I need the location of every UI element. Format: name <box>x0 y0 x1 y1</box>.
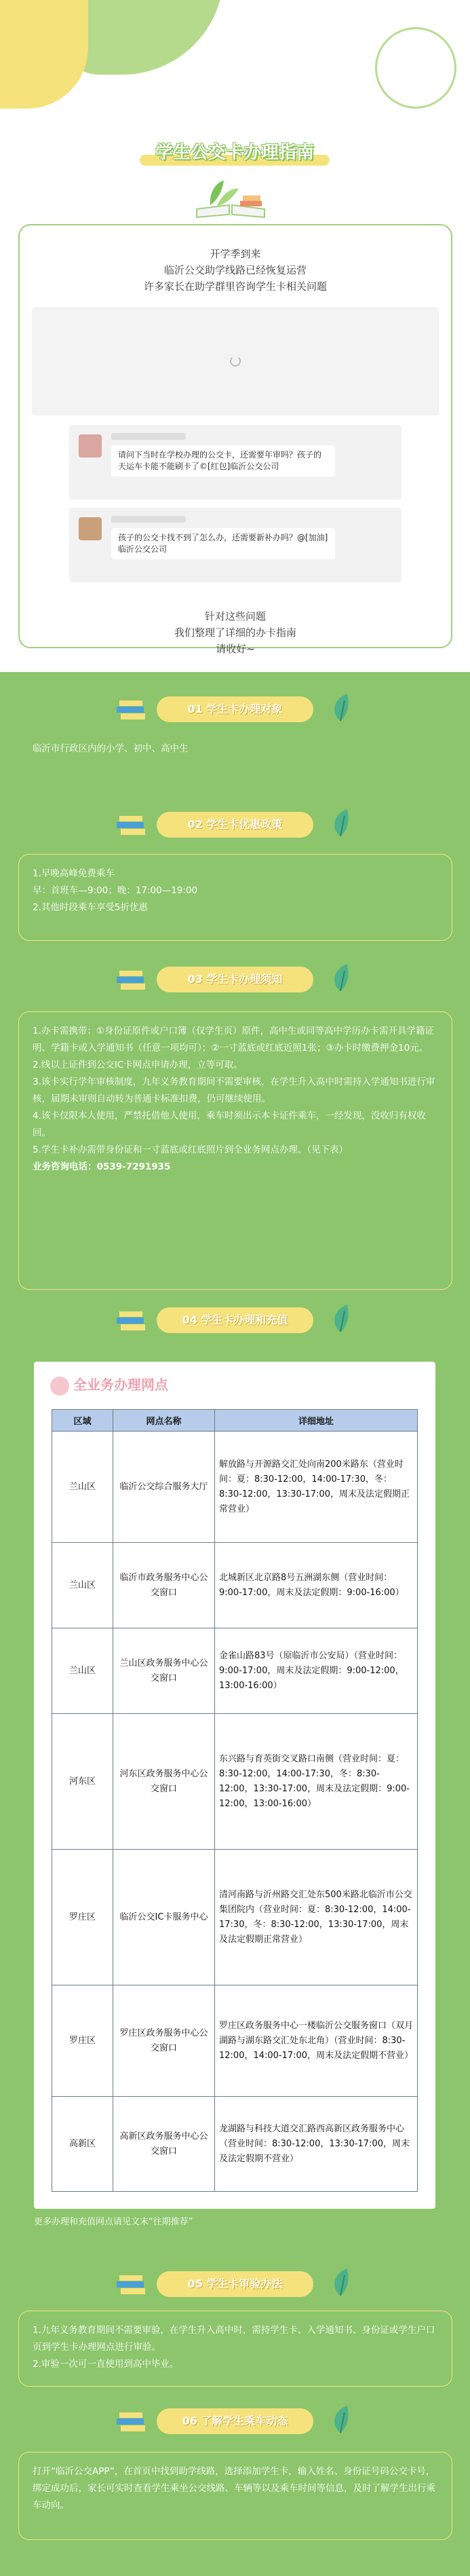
address-cell: 清河南路与沂州路交汇处东500米路北临沂市公交集团院内（营业时间：夏：8:30-12:00，14:00-17:30，冬：8:30-12:00，13:30-17:00，周末及法定假期正常营业） <box>215 1850 418 1985</box>
section-body <box>18 2311 452 2387</box>
intro-line: 许多家长在助学群里咨询学生卡相关问题 <box>143 280 327 293</box>
address-cell: 金雀山路83号（原临沂市公安局）（营业时间：9:00-17:00，周末及法定假期：9:00-12:00，13:00-16:00） <box>215 1628 418 1714</box>
body-text: 1.早晚高峰免费乘车 <box>33 868 115 879</box>
column-header: 详细地址 <box>215 1410 418 1432</box>
table-title <box>50 1374 168 1396</box>
chat-message: 孩子的公交卡找不到了怎么办，还需要新补办吗？@[加油]临沂公交公司 <box>111 528 335 559</box>
section-body <box>18 854 452 941</box>
body-text: 4.该卡仅限本人使用，严禁托借他人使用，乘车时须出示本卡证件乘车，一经发现，没收归有权收回。 <box>33 1110 426 1138</box>
district-cell: 罗庄区 <box>52 1985 113 2097</box>
body-text: 2.其他时段乘车享受5折优惠 <box>33 902 148 913</box>
table-row <box>52 1850 418 1985</box>
point-name-cell: 临沂公交综合服务大厅 <box>113 1432 215 1543</box>
books-stack-icon <box>117 1309 148 1332</box>
leaf-icon <box>327 963 354 992</box>
avatar <box>79 434 102 458</box>
video-player[interactable] <box>32 307 439 415</box>
point-name-cell: 临沂市政务服务中心公交窗口 <box>113 1543 215 1628</box>
table-row <box>52 1543 418 1628</box>
blurred-username <box>111 516 186 523</box>
leaf-icon <box>327 692 354 722</box>
table-row <box>52 1628 418 1714</box>
section-header <box>0 963 470 996</box>
table-row <box>52 1432 418 1543</box>
section-header <box>0 2267 470 2301</box>
body-text: 3.该卡实行学年审核制度，九年义务教育期间不需要审核，在学生升入高中时需持入学通知书进行审核，届期未审则自动转为普通卡标准扣费，仍可继续使用。 <box>33 1077 435 1104</box>
district-cell: 兰山区 <box>52 1432 113 1543</box>
table-header-row <box>52 1410 418 1432</box>
column-header: 区域 <box>52 1410 113 1432</box>
books-stack-icon <box>117 698 148 721</box>
intro-text <box>20 246 451 295</box>
section-title: 01 学生卡办理对象 <box>157 696 313 722</box>
table-title-text: 全业务办理网点 <box>73 1377 168 1393</box>
title-dot-icon <box>50 1377 69 1396</box>
outro-line: 针对这些问题 <box>204 610 266 622</box>
section-body <box>18 2452 452 2540</box>
column-header: 网点名称 <box>113 1410 215 1432</box>
section-header <box>0 808 470 842</box>
outro-text <box>20 608 451 657</box>
table-row <box>52 1714 418 1850</box>
point-name-cell: 罗庄区政务服务中心公交窗口 <box>113 1985 215 2097</box>
district-cell: 高新区 <box>52 2097 113 2192</box>
section-header <box>0 2404 470 2438</box>
section-title: 04 学生卡办理和充值 <box>157 1307 313 1333</box>
district-cell: 河东区 <box>52 1714 113 1850</box>
body-text: 早：首班车—9:00；晚：17:00—19:00 <box>33 885 198 896</box>
open-book-plant-icon <box>190 178 271 219</box>
service-points-table <box>52 1409 418 2192</box>
service-points-card <box>34 1362 435 2209</box>
section-title: 02 学生卡优惠政策 <box>157 812 313 838</box>
leaf-icon <box>327 808 354 838</box>
address-cell: 东兴路与育英街交叉路口南侧（营业时间：夏：8:30-12:00，14:00-17:30，冬：8:30-12:00，13:30-17:00，周末及法定假期：9:00-12:00，13:00-16:00） <box>215 1714 418 1850</box>
district-cell: 罗庄区 <box>52 1850 113 1985</box>
body-text: 临沂市行政区内的小学、初中、高中生 <box>33 743 189 754</box>
table-note: 更多办理和充值网点请见文末“往期推荐” <box>34 2217 193 2227</box>
page-title-text: 学生公交卡办理指南 <box>155 143 314 163</box>
books-stack-icon <box>117 2273 148 2296</box>
section-header <box>0 692 470 726</box>
body-text: 打开“临沂公交APP”，在首页中找到助学线路，选择添加学生卡，输入姓名、身份证号码公交卡号，绑定成功后，家长可实时查看学生乘坐公交线路、车辆等以及乘车时间等信息，及时了解学生出行乘车动向。 <box>33 2466 435 2511</box>
address-cell: 罗庄区政务服务中心一楼临沂公交服务窗口（双月湖路与湖东路交汇处东北角）（营业时间：8:30-12:00，14:00-17:00，周末及法定假期不营业） <box>215 1985 418 2097</box>
point-name-cell: 临沂公交IC卡服务中心 <box>113 1850 215 1985</box>
point-name-cell: 河东区政务服务中心公交窗口 <box>113 1714 215 1850</box>
chat-message: 请问下当时在学校办理的公交卡，还需要年审吗？孩子的天运车卡能不能刷卡了©[红包]临沂公交公司 <box>111 445 335 477</box>
chat-screenshot <box>69 508 402 582</box>
table-row <box>52 2097 418 2192</box>
decorative-blob-yellow <box>0 0 88 109</box>
body-text: 1.办卡需携带：①身份证原件或户口簿（仅学生页）原件，高中生或同等高中学历办卡需开具学籍证明、学籍卡或入学通知书（任意一项均可）；②一寸蓝底或红底近照1张；③办卡时缴费押金10元。 <box>33 1026 434 1053</box>
section-body <box>18 1011 452 1290</box>
point-name-cell: 兰山区政务服务中心公交窗口 <box>113 1628 215 1714</box>
district-cell: 兰山区 <box>52 1543 113 1628</box>
chat-screenshot <box>69 425 402 500</box>
avatar <box>79 517 102 540</box>
intro-line: 开学季到来 <box>210 248 261 260</box>
section-title: 06 了解学生乘车动态 <box>157 2408 313 2434</box>
leaf-icon <box>327 2404 354 2434</box>
body-text: 2.线以上证件到公交IC卡网点申请办理，立等可取。 <box>33 1060 243 1070</box>
section-title: 05 学生卡审验办法 <box>157 2271 313 2297</box>
section-body <box>0 730 470 768</box>
intro-card <box>18 224 452 655</box>
phone-number[interactable]: 业务咨询电话：0539-7291935 <box>33 1161 171 1172</box>
section-title: 03 学生卡办理须知 <box>157 967 313 992</box>
books-stack-icon <box>117 968 148 991</box>
loading-spinner-icon <box>230 356 241 367</box>
leaf-icon <box>327 2267 354 2297</box>
district-cell: 兰山区 <box>52 1628 113 1714</box>
leaf-icon <box>327 1303 354 1333</box>
books-stack-icon <box>117 813 148 836</box>
point-name-cell: 高新区政务服务中心公交窗口 <box>113 2097 215 2192</box>
intro-line: 临沂公交助学线路已经恢复运营 <box>163 264 307 276</box>
books-stack-icon <box>117 2410 148 2433</box>
decorative-circle <box>375 27 456 109</box>
address-cell: 龙湖路与科技大道交汇路西高新区政务服务中心（营业时间：8:30-12:00，13:30-17:00，周末及法定假期不营业） <box>215 2097 418 2192</box>
table-row <box>52 1985 418 2097</box>
body-text: 1.九年义务教育期间不需要审验，在学生升入高中时，需持学生卡、入学通知书、身份证或学生户口页到学生卡办理网点进行审验。 <box>33 2325 435 2353</box>
address-cell: 解放路与开源路交汇处向南200米路东（营业时间：夏：8:30-12:00，14:00-17:30，冬：8:30-12:00，13:30-17:00，周末及法定假期正常营业） <box>215 1432 418 1543</box>
outro-line: 请收好~ <box>216 643 255 655</box>
body-text: 5.学生卡补办需带身份证和一寸蓝底或红底照片到全业务网点办理。（见下表） <box>33 1144 349 1155</box>
address-cell: 北城新区北京路8号五洲湖东侧（营业时间：9:00-17:00，周末及法定假期：9:00-16:00） <box>215 1543 418 1628</box>
outro-line: 我们整理了详细的办卡指南 <box>174 627 296 639</box>
body-text: 2.审验一次可一直使用到高中毕业。 <box>33 2359 179 2370</box>
page-title <box>119 136 350 170</box>
section-header <box>0 1303 470 1337</box>
blurred-username <box>111 433 186 440</box>
